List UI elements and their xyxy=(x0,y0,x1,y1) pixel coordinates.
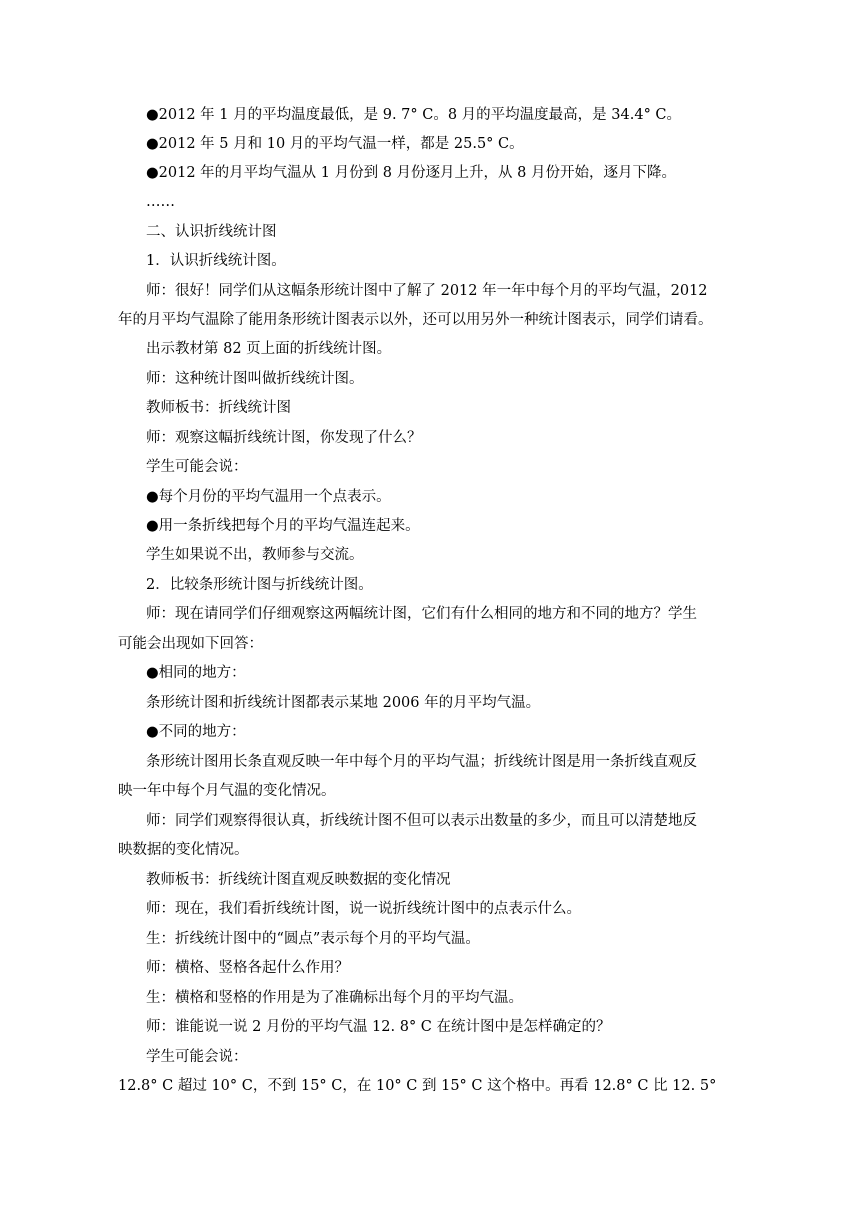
bullet-lowest-highest-temp: ●2012 年 1 月的平均温度最低，是 9. 7° C。8 月的平均温度最高，是 34.4° C。 xyxy=(146,107,682,123)
paragraph-line: 师：很好！同学们从这幅条形统计图中了解了 2012 年一年中每个月的平均气温，2012 xyxy=(146,283,708,299)
paragraph-line: 教师板书：折线统计图 xyxy=(146,400,291,416)
bullet-rise-then-fall: ●2012 年的月平均气温从 1 月份到 8 月份逐月上升，从 8 月份开始，逐月下降。 xyxy=(146,165,676,181)
paragraph-line: 出示教材第 82 页上面的折线统计图。 xyxy=(146,341,392,357)
paragraph-line: 学生可能会说： xyxy=(146,1049,248,1065)
paragraph-line: 可能会出现如下回答： xyxy=(118,636,263,652)
paragraph-line: 学生可能会说： xyxy=(146,459,248,475)
paragraph-line: 12.8° C 超过 10° C，不到 15° C，在 10° C 到 15° C 这个格中。再看 12.8° C 比 12. 5° xyxy=(118,1078,717,1094)
paragraph-line: 师：现在，我们看折线统计图，说一说折线统计图中的点表示什么。 xyxy=(146,901,581,917)
paragraph-line: 师：观察这幅折线统计图，你发现了什么？ xyxy=(146,430,422,446)
ellipsis: …… xyxy=(146,194,175,210)
section-heading: 二、认识折线统计图 xyxy=(146,224,277,240)
bullet-may-october-same: ●2012 年 5 月和 10 月的平均气温一样，都是 25.5° C。 xyxy=(146,136,524,152)
paragraph-line: 师：现在请同学们仔细观察这两幅统计图，它们有什么相同的地方和不同的地方？学生 xyxy=(146,606,697,622)
paragraph-line: 师：同学们观察得很认真，折线统计图不但可以表示出数量的多少，而且可以清楚地反 xyxy=(146,813,697,829)
paragraph-line: 条形统计图和折线统计图都表示某地 2006 年的月平均气温。 xyxy=(146,695,541,711)
subsection-2-heading: 2．比较条形统计图与折线统计图。 xyxy=(146,577,373,593)
paragraph-line: 师：横格、竖格各起什么作用？ xyxy=(146,960,349,976)
paragraph-line: 条形统计图用长条直观反映一年中每个月的平均气温；折线统计图是用一条折线直观反 xyxy=(146,754,697,770)
paragraph-line: 学生如果说不出，教师参与交流。 xyxy=(146,547,364,563)
paragraph-line: 师：谁能说一说 2 月份的平均气温 12. 8° C 在统计图中是怎样确定的？ xyxy=(146,1019,611,1035)
bullet-item: ●每个月份的平均气温用一个点表示。 xyxy=(146,489,391,505)
bullet-item: ●用一条折线把每个月的平均气温连起来。 xyxy=(146,518,420,534)
paragraph-line: 映数据的变化情况。 xyxy=(118,842,249,858)
paragraph-line: 生：横格和竖格的作用是为了准确标出每个月的平均气温。 xyxy=(146,990,523,1006)
paragraph-line: 年的月平均气温除了能用条形统计图表示以外，还可以用另外一种统计图表示，同学们请看。 xyxy=(118,312,713,328)
bullet-item: ●相同的地方： xyxy=(146,665,246,681)
paragraph-line: 教师板书：折线统计图直观反映数据的变化情况 xyxy=(146,872,451,888)
paragraph-line: 师：这种统计图叫做折线统计图。 xyxy=(146,371,364,387)
bullet-item: ●不同的地方： xyxy=(146,724,246,740)
paragraph-line: 生：折线统计图中的“圆点”表示每个月的平均气温。 xyxy=(146,931,480,947)
paragraph-line: 映一年中每个月气温的变化情况。 xyxy=(118,783,336,799)
subsection-1-heading: 1．认识折线统计图。 xyxy=(146,253,286,269)
